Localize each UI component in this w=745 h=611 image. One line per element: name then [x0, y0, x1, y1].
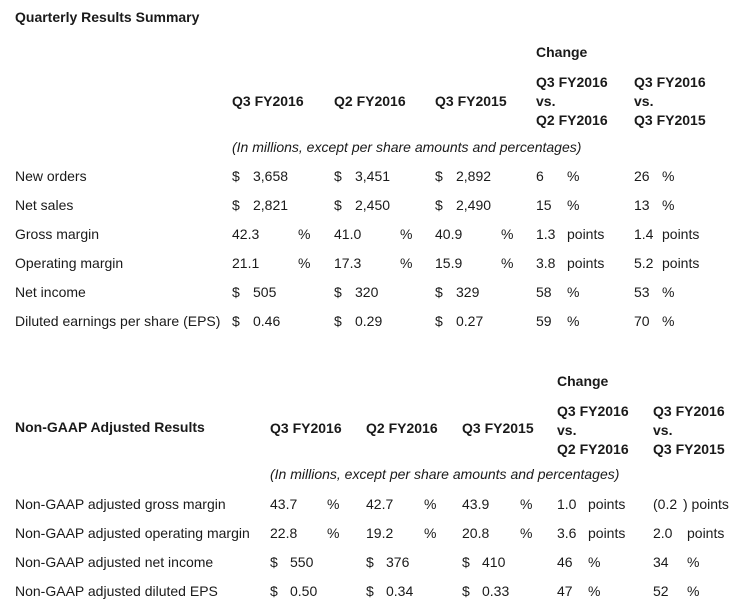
- table1-cell-value: 2,821: [253, 197, 289, 213]
- table1-change-unit: points: [662, 226, 700, 242]
- table1-change-header: Change: [536, 44, 588, 60]
- table1-change-unit: %: [567, 284, 580, 300]
- table1-change-col-header-2: Q3 FY2016 vs. Q3 FY2015: [634, 74, 706, 128]
- table2-change-value: 2.0: [653, 525, 673, 541]
- table2-cell-unit: %: [327, 496, 340, 512]
- table1-change-value: 53: [634, 284, 650, 300]
- table2-row-label: Non-GAAP adjusted net income: [15, 554, 214, 570]
- table1-cell-value: 0.29: [355, 313, 383, 329]
- table1-cell-value: 0.27: [456, 313, 484, 329]
- table1-cell-currency: $: [435, 197, 443, 213]
- table2-cell-value: 0.50: [290, 583, 318, 599]
- table1-cell-value: 329: [456, 284, 480, 300]
- table1-change-unit: %: [662, 168, 675, 184]
- table1-change-unit: %: [567, 197, 580, 213]
- table1-change-value: 59: [536, 313, 552, 329]
- table1-change-value: 26: [634, 168, 650, 184]
- table1-units-note: (In millions, except per share amounts and percentages): [232, 139, 582, 155]
- table1-row-label: Net sales: [15, 197, 74, 213]
- table1-change-value: 13: [634, 197, 650, 213]
- table1-cell-value: 2,892: [456, 168, 492, 184]
- table1-title: Quarterly Results Summary: [15, 9, 200, 25]
- table1-change-unit: points: [662, 255, 700, 271]
- table2-cell-value: 19.2: [366, 525, 394, 541]
- table1-change-value: 1.4: [634, 226, 654, 242]
- table1-change-value: 15: [536, 197, 552, 213]
- table2-cell-currency: $: [462, 554, 470, 570]
- table2-cell-value: 376: [386, 554, 410, 570]
- table1-cell-unit: %: [400, 226, 413, 242]
- table2-col-header-2: Q2 FY2016: [366, 420, 438, 436]
- table1-change-unit: %: [662, 197, 675, 213]
- table1-cell-value: 41.0: [334, 226, 362, 242]
- table1-change-unit: points: [567, 226, 605, 242]
- table1-cell-currency: $: [334, 313, 342, 329]
- table2-change-value: 1.0: [557, 496, 577, 512]
- table1-change-value: 3.8: [536, 255, 556, 271]
- table1-row-label: Gross margin: [15, 226, 100, 242]
- table1-cell-currency: $: [334, 197, 342, 213]
- table1-change-unit: %: [662, 313, 675, 329]
- table2-cell-currency: $: [270, 583, 278, 599]
- table2-cell-unit: %: [520, 525, 533, 541]
- table2-cell-currency: $: [462, 583, 470, 599]
- table1-cell-value: 40.9: [435, 226, 463, 242]
- table1-cell-value: 2,450: [355, 197, 391, 213]
- table2-change-value: (0.2: [653, 496, 678, 512]
- table1-cell-value: 3,451: [355, 168, 391, 184]
- table2-title: Non-GAAP Adjusted Results: [15, 419, 205, 435]
- table2-col-header-3: Q3 FY2015: [462, 420, 534, 436]
- table2-col-header-1: Q3 FY2016: [270, 420, 342, 436]
- table1-row-label: Diluted earnings per share (EPS): [15, 313, 221, 329]
- table1-cell-currency: $: [232, 168, 240, 184]
- table1-change-unit: %: [662, 284, 675, 300]
- table1-row-label: Net income: [15, 284, 86, 300]
- table2-cell-value: 22.8: [270, 525, 298, 541]
- table2-cell-unit: %: [520, 496, 533, 512]
- table1-cell-unit: %: [501, 255, 514, 271]
- table1-change-value: 70: [634, 313, 650, 329]
- table2-change-value: 3.6: [557, 525, 577, 541]
- table1-cell-value: 3,658: [253, 168, 289, 184]
- table1-cell-value: 42.3: [232, 226, 260, 242]
- table1-cell-value: 17.3: [334, 255, 362, 271]
- table1-cell-unit: %: [298, 226, 311, 242]
- table2-change-unit: %: [687, 583, 700, 599]
- table1-change-value: 58: [536, 284, 552, 300]
- table2-cell-currency: $: [270, 554, 278, 570]
- table2-change-unit: points: [687, 525, 725, 541]
- table2-cell-value: 43.7: [270, 496, 298, 512]
- table2-units-note: (In millions, except per share amounts and percentages): [270, 466, 620, 482]
- table2-cell-currency: $: [366, 554, 374, 570]
- table2-change-value: 34: [653, 554, 669, 570]
- table2-cell-unit: %: [424, 496, 437, 512]
- table2-row-label: Non-GAAP adjusted operating margin: [15, 525, 250, 541]
- table2-cell-currency: $: [366, 583, 374, 599]
- table1-cell-unit: %: [400, 255, 413, 271]
- table2-cell-value: 42.7: [366, 496, 394, 512]
- table2-cell-value: 550: [290, 554, 314, 570]
- table1-cell-currency: $: [435, 168, 443, 184]
- table1-cell-value: 320: [355, 284, 379, 300]
- table2-cell-value: 20.8: [462, 525, 490, 541]
- table2-cell-unit: %: [424, 525, 437, 541]
- table1-cell-currency: $: [232, 197, 240, 213]
- table2-row-label: Non-GAAP adjusted gross margin: [15, 496, 226, 512]
- table2-change-unit: %: [588, 554, 601, 570]
- table1-row-label: New orders: [15, 168, 87, 184]
- table1-cell-unit: %: [298, 255, 311, 271]
- table2-cell-unit: %: [327, 525, 340, 541]
- table2-change-unit: %: [687, 554, 700, 570]
- table2-change-unit: points: [588, 525, 626, 541]
- table1-row-label: Operating margin: [15, 255, 124, 271]
- table1-cell-currency: $: [334, 284, 342, 300]
- table1-cell-currency: $: [435, 284, 443, 300]
- table1-col-header-2: Q2 FY2016: [334, 93, 406, 109]
- table2-cell-value: 410: [482, 554, 506, 570]
- table2-change-unit: %: [588, 583, 601, 599]
- table1-cell-value: 15.9: [435, 255, 463, 271]
- table2-cell-value: 43.9: [462, 496, 490, 512]
- table1-cell-value: 2,490: [456, 197, 492, 213]
- table2-change-header: Change: [557, 373, 609, 389]
- table1-cell-currency: $: [232, 313, 240, 329]
- table2-change-col-header-2: Q3 FY2016 vs. Q3 FY2015: [653, 403, 725, 457]
- table1-cell-currency: $: [334, 168, 342, 184]
- table1-change-unit: %: [567, 313, 580, 329]
- table2-change-unit: points: [588, 496, 626, 512]
- table2-change-unit: ) points: [683, 496, 729, 512]
- table1-col-header-3: Q3 FY2015: [435, 93, 507, 109]
- table2-change-value: 52: [653, 583, 669, 599]
- table1-col-header-1: Q3 FY2016: [232, 93, 304, 109]
- table1-change-unit: points: [567, 255, 605, 271]
- table1-cell-unit: %: [501, 226, 514, 242]
- table1-cell-currency: $: [232, 284, 240, 300]
- table2-cell-value: 0.33: [482, 583, 510, 599]
- table1-cell-value: 0.46: [253, 313, 281, 329]
- table2-change-col-header-1: Q3 FY2016 vs. Q2 FY2016: [557, 403, 629, 457]
- table1-cell-currency: $: [435, 313, 443, 329]
- table1-change-col-header-1: Q3 FY2016 vs. Q2 FY2016: [536, 74, 608, 128]
- table1-cell-value: 21.1: [232, 255, 260, 271]
- table1-change-value: 6: [536, 168, 544, 184]
- table1-cell-value: 505: [253, 284, 277, 300]
- table1-change-value: 5.2: [634, 255, 654, 271]
- table1-change-unit: %: [567, 168, 580, 184]
- table2-row-label: Non-GAAP adjusted diluted EPS: [15, 583, 218, 599]
- table1-change-value: 1.3: [536, 226, 556, 242]
- table2-change-value: 46: [557, 554, 573, 570]
- table2-cell-value: 0.34: [386, 583, 414, 599]
- table2-change-value: 47: [557, 583, 573, 599]
